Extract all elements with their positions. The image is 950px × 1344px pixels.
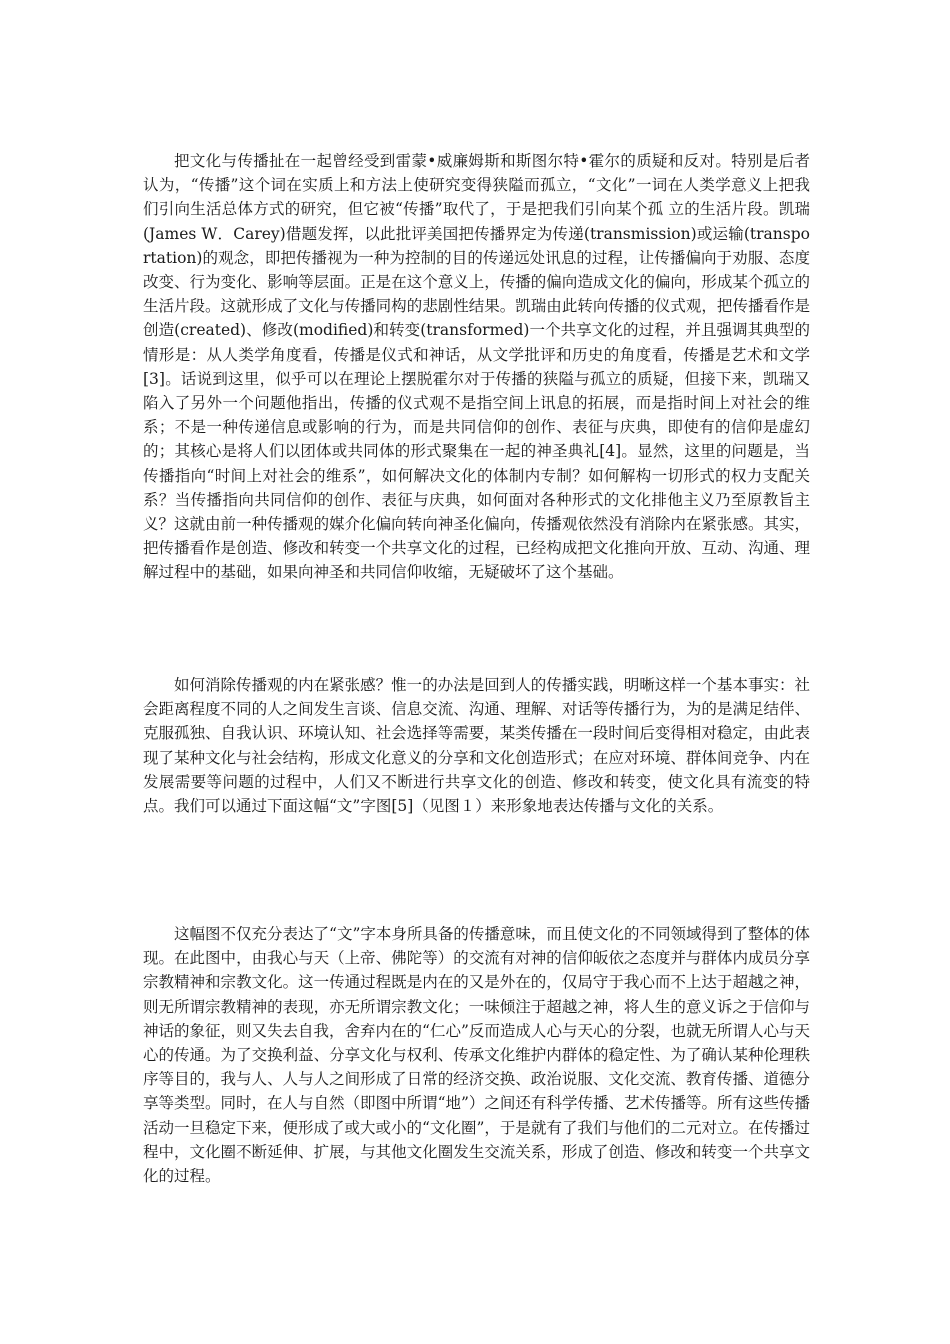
paragraph-1: 把文化与传播扯在一起曾经受到雷蒙•威廉姆斯和斯图尔特•霍尔的质疑和反对。特别是后者认为，“传播”这个词在实质上和方法上使研究变得狭隘而孤立，“文化”一词在人类学意义上把我们引向生活总体方式的研究，但它被“传播”取代了，于是把我们引向某个孤 立的生活片段。凯瑞(James W．Carey)借题发挥，以此批评美国把传播界定为传递(transmission)或运输(transportation)的观念，即把传播视为一种为控制的目的传递远处讯息的过程，让传播偏向于劝服、态度改变、行为变化、影响等层面。正是在这个意义上，传播的偏向造成文化的偏向，形成某个孤立的生活片段。这就形成了文化与传播同构的悲剧性结果。凯瑞由此转向传播的仪式观，把传播看作是创造(created)、修改(modified)和转变(transformed)一个共享文化的过程，并且强调其典型的情形是：从人类学角度看，传播是仪式和神话，从文学批评和历史的角度看，传播是艺术和文学[3]。话说到这里，似乎可以在理论上摆脱霍尔对于传播的狭隘与孤立的质疑，但接下来，凯瑞又陷入了另外一个问题他指出，传播的仪式观不是指空间上讯息的拓展，而是指时间上对社会的维系；不是一种传递信息或影响的行为，而是共同信仰的创作、表征与庆典，即使有的信仰是虚幻的；其核心是将人们以团体或共同体的形式聚集在一起的神圣典礼[4]。显然，这里的问题是，当传播指向“时间上对社会的维系”，如何解决文化的体制内专制？如何解构一切形式的权力支配关系？当传播指向共同信仰的创作、表征与庆典，如何面对各种形式的文化排他主义乃至原教旨主义？这就由前一种传播观的媒介化偏向转向神圣化偏向，传播观依然没有消除内在紧张感。其实，把传播看作是创造、修改和转变一个共享文化的过程，已经构成把文化推向开放、互动、沟通、理解过程中的基础，如果向神圣和共同信仰收缩，无疑破坏了这个基础。 [143,152,810,582]
paragraph-3: 这幅图不仅充分表达了“文”字本身所具备的传播意味，而且使文化的不同领域得到了整体的体现。在此图中，由我心与天（上帝、佛陀等）的交流有对神的信仰皈依之态度并与群体内成员分享宗教精神和宗教文化。这一传通过程既是内在的又是外在的，仅局守于我心而不上达于超越之神，则无所谓宗教精神的表现，亦无所谓宗教文化；一味倾注于超越之神，将人生的意义诉之于信仰与神话的象征，则又失去自我，舍弃内在的“仁心”反而造成人心与天心的分裂，也就无所谓人心与天心的传通。为了交换利益、分享文化与权利、传承文化维护内群体的稳定性、为了确认某种伦理秩序等目的，我与人、人与人之间形成了日常的经济交换、政治说服、文化交流、教育传播、道德分享等类型。同时，在人与自然（即图中所谓“地”）之间还有科学传播、艺术传播等。所有这些传播活动一旦稳定下来，便形成了或大或小的“文化圈”，于是就有了我们与他们的二元对立。在传播过程中，文化圈不断延伸、扩展，与其他文化圈发生交流关系，形成了创造、修改和转变一个共享文化的过程。 [143,925,810,1186]
paragraph-2: 如何消除传播观的内在紧张感？惟一的办法是回到人的传播实践，明晰这样一个基本事实：社会距离程度不同的人之间发生言谈、信息交流、沟通、理解、对话等传播行为，为的是满足结伴、克服孤独、自我认识、环境认知、社会选择等需要，某类传播在一段时间后变得相对稳定，由此表现了某种文化与社会结构，形成文化意义的分享和文化创造形式；在应对环境、群体间竞争、内在发展需要等问题的过程中，人们又不断进行共享文化的创造、修改和转变，使文化具有流变的特点。我们可以通过下面这幅“文”字图[5]（见图１）来形象地表达传播与文化的关系。 [143,676,810,816]
